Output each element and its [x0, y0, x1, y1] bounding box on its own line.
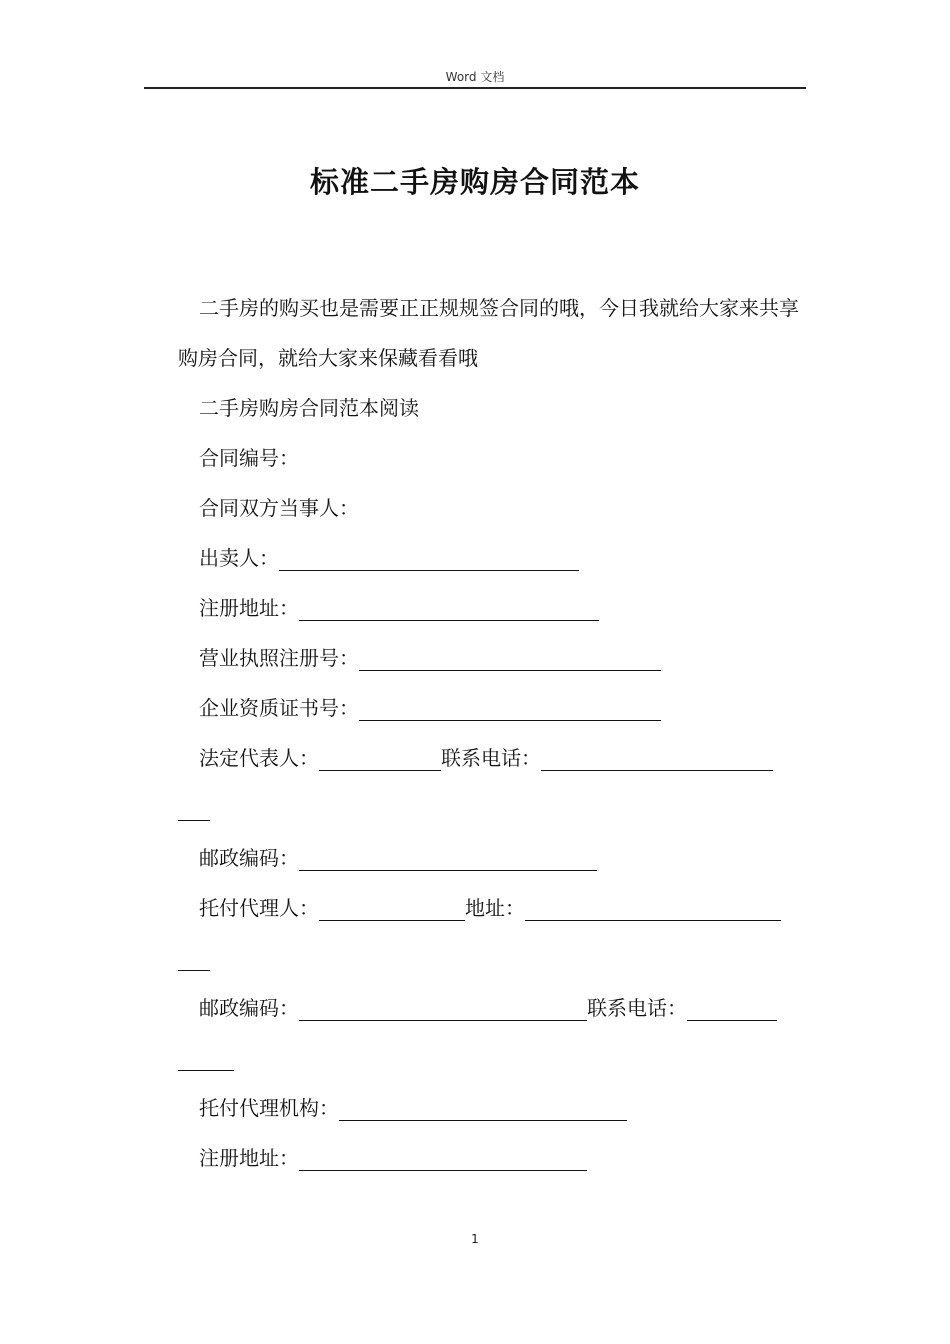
postal-code-blank[interactable]	[299, 846, 597, 871]
agent-line	[178, 883, 800, 983]
address-label: 地址：	[465, 896, 525, 920]
document-body	[178, 283, 800, 1183]
document-title: 标准二手房购房合同范本	[309, 165, 640, 199]
qualification-cert-label: 企业资质证书号：	[199, 696, 359, 720]
seller-line	[178, 533, 800, 583]
reg-address-2-label: 注册地址：	[199, 1146, 299, 1170]
postal-code-label: 邮政编码：	[199, 846, 299, 870]
agent-label: 托付代理人：	[199, 896, 319, 920]
address-blank[interactable]	[525, 896, 781, 921]
reg-address-2-blank[interactable]	[299, 1146, 587, 1171]
postal-code-line	[178, 833, 800, 883]
page-header: Word 文档	[445, 70, 505, 84]
legal-rep-blank[interactable]	[319, 746, 441, 771]
business-license-blank[interactable]	[359, 646, 661, 671]
reg-address-2-line	[178, 1133, 800, 1183]
contract-number-line: 合同编号：	[199, 446, 299, 470]
contact-phone-blank[interactable]	[541, 746, 773, 771]
contact-phone-blank-wrap[interactable]	[178, 796, 210, 821]
postal-code-2-line	[178, 983, 800, 1083]
header-divider	[144, 87, 806, 89]
business-license-label: 营业执照注册号：	[199, 646, 359, 670]
qualification-cert-blank[interactable]	[359, 696, 661, 721]
agent-blank[interactable]	[319, 896, 465, 921]
intro-paragraph: 二手房的购买也是需要正正规规签合同的哦，今日我就给大家来共享购房合同，就给大家来保藏看看哦	[178, 296, 799, 370]
contact-phone-label: 联系电话：	[441, 746, 541, 770]
reg-address-line	[178, 583, 800, 633]
legal-rep-label: 法定代表人：	[199, 746, 319, 770]
seller-label: 出卖人：	[199, 546, 279, 570]
reg-address-blank[interactable]	[299, 596, 599, 621]
page-number: 1	[471, 1232, 479, 1246]
address-blank-wrap[interactable]	[178, 946, 210, 971]
business-license-line	[178, 633, 800, 683]
contact-phone-2-blank[interactable]	[687, 996, 777, 1021]
agency-line	[178, 1083, 800, 1133]
reg-address-label: 注册地址：	[199, 596, 299, 620]
seller-blank[interactable]	[279, 546, 579, 571]
legal-rep-line	[178, 733, 800, 833]
postal-code-2-label: 邮政编码：	[199, 996, 299, 1020]
postal-code-2-blank[interactable]	[299, 996, 587, 1021]
section-heading: 二手房购房合同范本阅读	[199, 396, 419, 420]
parties-line: 合同双方当事人：	[199, 496, 359, 520]
qualification-cert-line	[178, 683, 800, 733]
agency-blank[interactable]	[339, 1096, 627, 1121]
contact-phone-2-label: 联系电话：	[587, 996, 687, 1020]
agency-label: 托付代理机构：	[199, 1096, 339, 1120]
contact-phone-2-blank-wrap[interactable]	[178, 1046, 234, 1071]
